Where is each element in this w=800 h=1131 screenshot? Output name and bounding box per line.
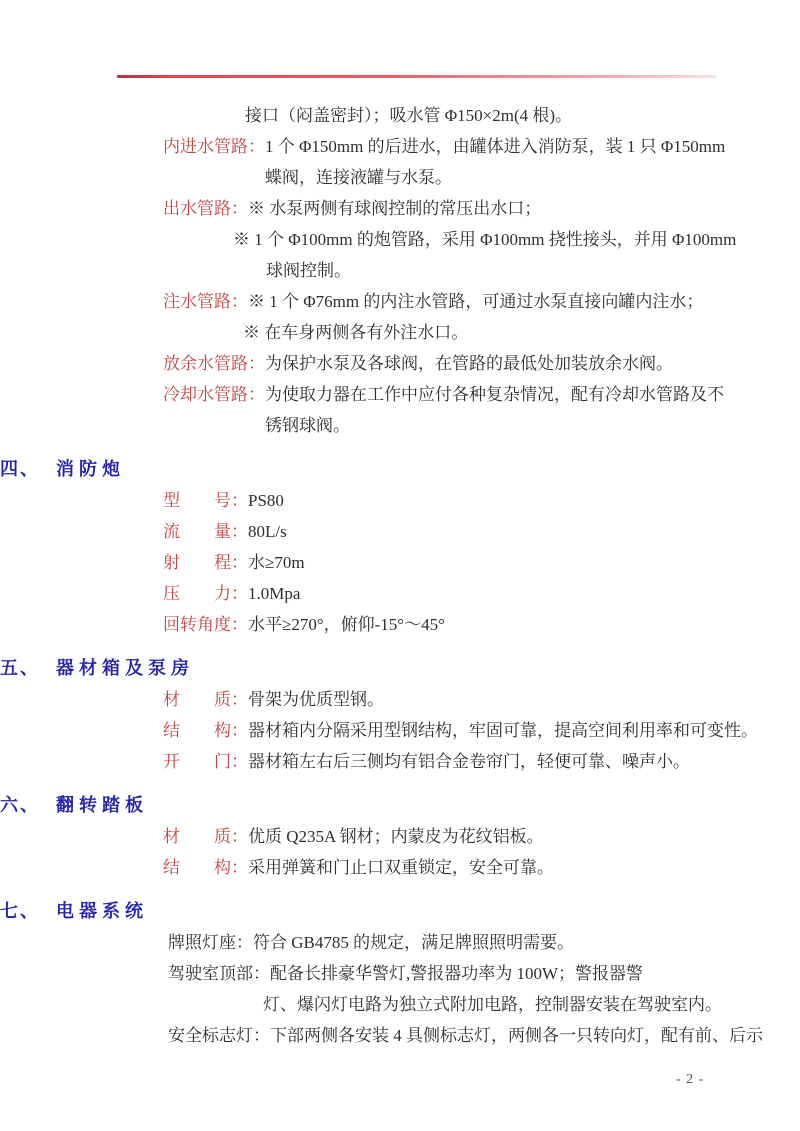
- spec-label: 材 质：: [163, 690, 248, 709]
- pipe-continuation-line: 锈钢球阀。: [265, 416, 350, 435]
- pipe-entry-label: 注水管路：: [163, 292, 248, 311]
- section-title: 消防炮: [56, 459, 125, 479]
- spec-label: 回转角度：: [163, 615, 248, 634]
- pipe-entry-label: 放余水管路：: [163, 354, 265, 373]
- section-number: 四、: [0, 459, 40, 479]
- document-content: [0, 100, 800, 1051]
- spec-item: [163, 547, 800, 578]
- spec-item: [163, 684, 800, 715]
- spec-value: 80L/s: [248, 522, 287, 541]
- spec-item: [168, 1020, 800, 1051]
- pipe-continuation-line: 球阀控制。: [266, 261, 351, 280]
- pipe-entry: [163, 379, 800, 410]
- spec-value: 优质 Q235A 钢材；内蒙皮为花纹铝板。: [248, 827, 544, 846]
- spec-item: [163, 485, 800, 516]
- spec-item: [163, 609, 800, 640]
- header-rule: [117, 75, 716, 78]
- section-number: 五、: [0, 658, 40, 678]
- pipe-entry-text: ※ 水泵两侧有球阀控制的常压出水口；: [248, 199, 542, 218]
- spec-item: [163, 715, 800, 746]
- spec-value: 器材箱内分隔采用型钢结构，牢固可靠，提高空间利用率和可变性。: [248, 721, 758, 740]
- section-number: 六、: [0, 795, 40, 815]
- spec-label: 材 质：: [163, 827, 248, 846]
- spec-continuation-line: 灯、爆闪灯电路为独立式附加电路，控制器安装在驾驶室内。: [263, 995, 722, 1014]
- pipe-entry: [163, 348, 800, 379]
- intro-line: 接口（闷盖密封）；吸水管 Φ150×2m(4 根)。: [245, 106, 573, 125]
- spec-label: 开 门：: [163, 752, 248, 771]
- pipe-continuation-line: ※ 1 个 Φ100mm 的炮管路，采用 Φ100mm 挠性接头，并用 Φ100mm: [233, 230, 737, 249]
- spec-item: [163, 746, 800, 777]
- spec-item: [163, 516, 800, 547]
- spec-label: 流 量：: [163, 522, 248, 541]
- section-heading-equipment-box: [0, 653, 800, 684]
- spec-value: 水平≥270°，俯仰-15°～45°: [248, 615, 445, 634]
- spec-label: 结 构：: [163, 858, 248, 877]
- pipe-continuation-line: 蝶阀，连接液罐与水泵。: [265, 168, 452, 187]
- pipe-entry-text: 为保护水泵及各球阀，在管路的最低处加装放余水阀。: [265, 354, 673, 373]
- spec-label: 驾驶室顶部：: [168, 964, 270, 983]
- pipe-continuation-line: ※ 在车身两侧各有外注水口。: [243, 323, 469, 342]
- spec-value: PS80: [248, 491, 284, 510]
- spec-value: 1.0Mpa: [248, 584, 301, 603]
- spec-item: [163, 852, 800, 883]
- pipe-entry-text: 为使取力器在工作中应付各种复杂情况，配有冷却水管路及不: [265, 385, 724, 404]
- spec-item: [168, 958, 800, 989]
- page-number: - 2 -: [676, 1072, 705, 1087]
- pipe-entry: [163, 286, 800, 317]
- section-title: 器材箱及泵房: [56, 658, 194, 678]
- section-number: 七、: [0, 901, 40, 921]
- section-title: 翻转踏板: [56, 795, 148, 815]
- spec-label: 牌照灯座：: [168, 933, 253, 952]
- pipe-entry-label: 内进水管路：: [163, 137, 265, 156]
- pipe-entry: [163, 193, 800, 224]
- spec-label: 射 程：: [163, 553, 248, 572]
- spec-label: 结 构：: [163, 721, 248, 740]
- spec-value: 采用弹簧和门止口双重锁定，安全可靠。: [248, 858, 554, 877]
- section-heading-fire-monitor: [0, 454, 800, 485]
- spec-value: 符合 GB4785 的规定，满足牌照照明需要。: [253, 933, 575, 952]
- spec-label: 安全标志灯：: [168, 1026, 270, 1045]
- pipe-entry-label: 出水管路：: [163, 199, 248, 218]
- spec-value: 下部两侧各安装 4 具侧标志灯，两侧各一只转向灯，配有前、后示: [270, 1026, 763, 1045]
- pipe-entry-label: 冷却水管路：: [163, 385, 265, 404]
- section-title: 电器系统: [56, 901, 148, 921]
- section-heading-electrical-system: [0, 896, 800, 927]
- spec-item: [168, 927, 800, 958]
- section-heading-flip-step: [0, 790, 800, 821]
- spec-label: 压 力：: [163, 584, 248, 603]
- pipe-entry-text: 1 个 Φ150mm 的后进水，由罐体进入消防泵，装 1 只 Φ150mm: [265, 137, 726, 156]
- spec-item: [163, 821, 800, 852]
- spec-value: 骨架为优质型钢。: [248, 690, 384, 709]
- spec-value: 器材箱左右后三侧均有铝合金卷帘门，轻便可靠、噪声小。: [248, 752, 690, 771]
- pipe-entry-text: ※ 1 个 Φ76mm 的内注水管路，可通过水泵直接向罐内注水；: [248, 292, 704, 311]
- spec-item: [163, 578, 800, 609]
- pipe-entry: [163, 131, 800, 162]
- spec-label: 型 号：: [163, 491, 248, 510]
- spec-value: 配备长排豪华警灯,警报器功率为 100W；警报器警: [270, 964, 644, 983]
- spec-value: 水≥70m: [248, 553, 305, 572]
